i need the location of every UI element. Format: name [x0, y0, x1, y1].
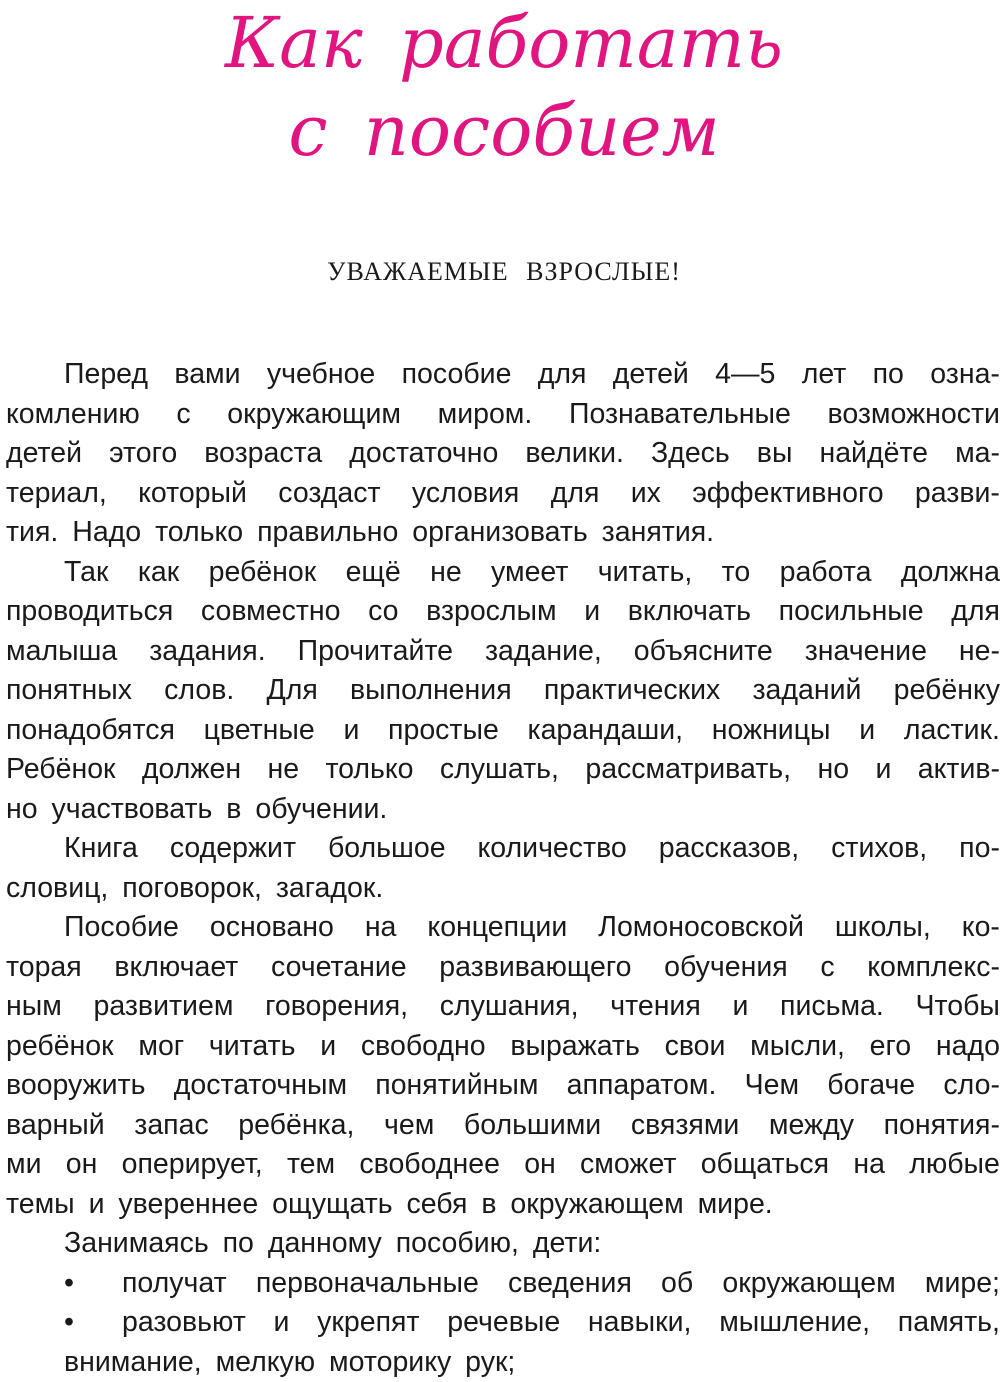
text-line: Ребёнок должен не только слушать, рассматривать, но и актив-	[6, 750, 1000, 790]
text-line: варный запас ребёнка, чем большими связями между понятия-	[6, 1106, 1000, 1146]
text-line: ребёнок мог читать и свободно выражать свои мысли, его надо	[6, 1027, 1000, 1067]
bullet-item	[6, 1303, 1000, 1343]
bullet-text: получат первоначальные сведения об окружающем мире;	[122, 1264, 1000, 1304]
bullet-marker: •	[64, 1303, 122, 1343]
text-line: Пособие основано на концепции Ломоносовской школы, ко-	[6, 908, 1000, 948]
text-line: комлению с окружающим миром. Познавательные возможности	[6, 395, 1000, 435]
text-line: малыша задания. Прочитайте задание, объясните значение не-	[6, 632, 1000, 672]
bullet-item	[6, 1264, 1000, 1304]
text-line: Так как ребёнок ещё не умеет читать, то работа должна	[6, 553, 1000, 593]
section-heading: УВАЖАЕМЫЕ ВЗРОСЛЫЕ!	[0, 257, 1008, 287]
text-line: вооружить достаточным понятийным аппаратом. Чем богаче сло-	[6, 1066, 1000, 1106]
text-line: Книга содержит большое количество рассказов, стихов, по-	[6, 829, 1000, 869]
text-line: тия. Надо только правильно организовать занятия.	[6, 513, 1000, 553]
body-text	[6, 355, 1000, 1382]
text-line: Перед вами учебное пособие для детей 4—5 лет по озна-	[6, 355, 1000, 395]
bullet-text: разовьют и укрепят речевые навыки, мышление, память,	[122, 1303, 1000, 1343]
text-line: торая включает сочетание развивающего обучения с комплекс-	[6, 948, 1000, 988]
text-line: понятных слов. Для выполнения практических заданий ребёнку	[6, 671, 1000, 711]
text-line: темы и увереннее ощущать себя в окружающем мире.	[6, 1185, 1000, 1225]
text-line: ми он оперирует, тем свободнее он сможет общаться на любые	[6, 1145, 1000, 1185]
page-title-line-2: с пособием	[0, 96, 1008, 166]
bullet-marker: •	[64, 1264, 122, 1304]
text-line: териал, который создаст условия для их эффективного разви-	[6, 474, 1000, 514]
text-line: понадобятся цветные и простые карандаши, ножницы и ластик.	[6, 711, 1000, 751]
text-line: детей этого возраста достаточно велики. Здесь вы найдёте ма-	[6, 434, 1000, 474]
text-line: словиц, поговорок, загадок.	[6, 869, 1000, 909]
text-line: проводиться совместно со взрослым и включать посильные для	[6, 592, 1000, 632]
text-line: Занимаясь по данному пособию, дети:	[6, 1224, 1000, 1264]
bullet-continuation: внимание, мелкую моторику рук;	[6, 1343, 1000, 1382]
page-title-line-1: Как работать	[0, 8, 1008, 78]
text-line: но участвовать в обучении.	[6, 790, 1000, 830]
text-line: ным развитием говорения, слушания, чтения и письма. Чтобы	[6, 987, 1000, 1027]
